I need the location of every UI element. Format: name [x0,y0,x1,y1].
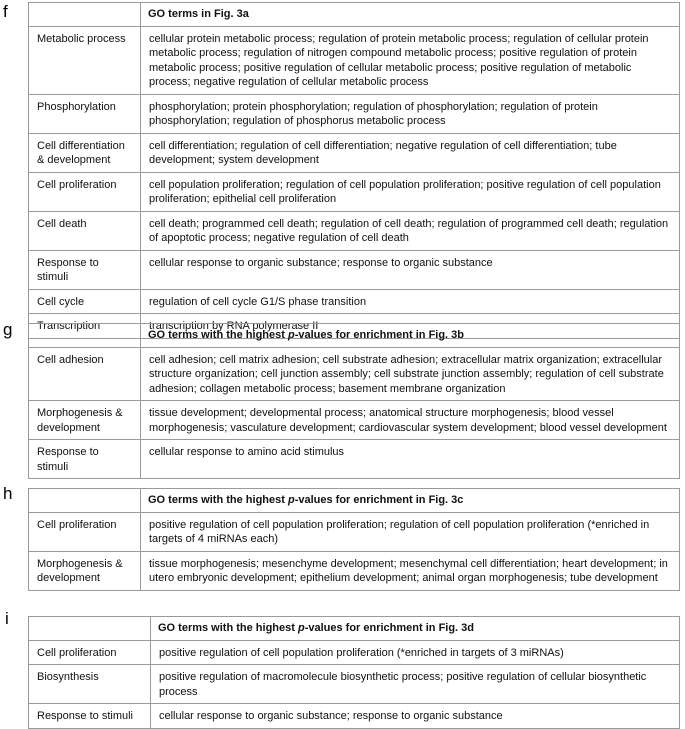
table-header-title: GO terms with the highest p-values for enrichment in Fig. 3d [151,617,680,641]
category-cell: Biosynthesis [29,665,151,704]
table-row [29,289,680,314]
header-empty-cell [29,324,141,348]
category-cell: Morphogenesis & development [29,551,141,590]
go-terms-cell: positive regulation of macromolecule biosynthetic process; positive regulation of cellular biosynthetic process [151,665,680,704]
go-table-h [28,488,680,591]
table-row [29,401,680,440]
table-row [29,512,680,551]
category-cell: Metabolic process [29,26,141,94]
table-row [29,172,680,211]
go-terms-cell: regulation of cell cycle G1/S phase transition [141,289,680,314]
go-terms-cell: cellular response to organic substance; response to organic substance [151,704,680,729]
table-row [29,665,680,704]
table-header-row [29,3,680,27]
table-row [29,133,680,172]
table-row [29,440,680,479]
go-table-g [28,323,680,479]
go-terms-cell: positive regulation of cell population proliferation; regulation of cell population proliferation (*enriched in targets of 4 miRNAs each) [141,512,680,551]
category-cell: Cell differentiation & development [29,133,141,172]
go-terms-cell: cellular protein metabolic process; regulation of protein metabolic process; regulation of cellular protein metabolic process; regulation of nitrogen compound metabolic process; positive regulation of protein metabolic process; positive regulation of cellular metabolic process; positive regulation of metabolic process; negative regulation of cellular metabolic process [141,26,680,94]
header-empty-cell [29,489,141,513]
category-cell: Cell adhesion [29,347,141,401]
go-terms-cell: tissue morphogenesis; mesenchyme development; mesenchymal cell differentiation; heart development; in utero embryonic development; epithelium development; animal organ morphogenesis; tube development [141,551,680,590]
go-terms-cell: transcription by RNA polymerase II [141,314,680,339]
category-cell: Cell proliferation [29,172,141,211]
go-table-i [28,616,680,729]
go-terms-cell: tissue development; developmental process; anatomical structure morphogenesis; blood vessel morphogenesis; vasculature development; cardiovascular system development; blood vessel development [141,401,680,440]
table-header-row [29,617,680,641]
table-row [29,640,680,665]
go-table-f [28,2,680,339]
category-cell: Cell cycle [29,289,141,314]
table-row [29,551,680,590]
panel-letter-i: i [5,609,9,628]
go-terms-cell: cell population proliferation; regulation of cell population proliferation; positive regulation of cell population proliferation; epithelial cell proliferation [141,172,680,211]
category-cell: Phosphorylation [29,94,141,133]
table-header-title: GO terms with the highest p-values for enrichment in Fig. 3c [141,489,680,513]
go-terms-cell: cell adhesion; cell matrix adhesion; cell substrate adhesion; extracellular matrix organization; extracellular structure organization; cell junction assembly; cell substrate junction assembly; regulation of cell substrate adhesion; collagen metabolic process; basement membrane organization [141,347,680,401]
panel-letter-g: g [3,320,13,339]
table-header-title: GO terms with the highest p-values for enrichment in Fig. 3b [141,324,680,348]
category-cell: Cell death [29,211,141,250]
table-row [29,250,680,289]
category-cell: Transcription [29,314,141,339]
table-row [29,94,680,133]
go-terms-cell: cellular response to amino acid stimulus [141,440,680,479]
table-row [29,704,680,729]
table-header-row [29,324,680,348]
category-cell: Cell proliferation [29,640,151,665]
go-terms-cell: cellular response to organic substance; response to organic substance [141,250,680,289]
go-terms-cell: phosphorylation; protein phosphorylation; regulation of phosphorylation; regulation of protein phosphorylation; regulation of phosphorus metabolic process [141,94,680,133]
header-empty-cell [29,3,141,27]
category-cell: Cell proliferation [29,512,141,551]
go-terms-cell: cell differentiation; regulation of cell differentiation; negative regulation of cell differentiation; tube development; system development [141,133,680,172]
table-header-title: GO terms in Fig. 3a [141,3,680,27]
category-cell: Response to stimuli [29,704,151,729]
table-row [29,26,680,94]
table-header-row [29,489,680,513]
table-row [29,211,680,250]
header-empty-cell [29,617,151,641]
panel-letter-h: h [3,484,13,503]
category-cell: Response to stimuli [29,440,141,479]
category-cell: Morphogenesis & development [29,401,141,440]
go-terms-cell: positive regulation of cell population proliferation (*enriched in targets of 3 miRNAs) [151,640,680,665]
category-cell: Response to stimuli [29,250,141,289]
table-row [29,347,680,401]
panel-letter-f: f [3,2,8,21]
go-terms-cell: cell death; programmed cell death; regulation of cell death; regulation of programmed cell death; regulation of apoptotic process; negative regulation of cell death [141,211,680,250]
